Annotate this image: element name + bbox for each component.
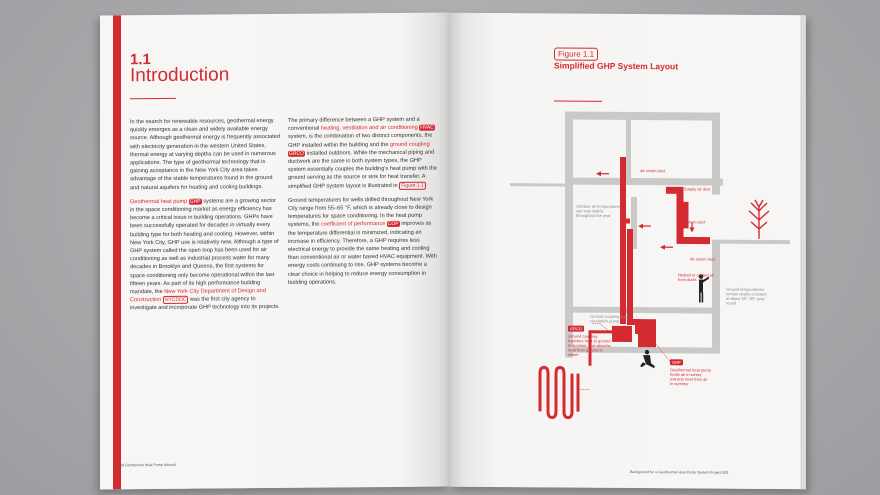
figure-title: Simplified GHP System Layout	[554, 60, 679, 72]
paragraph-text: The primary difference between a GHP system and a conventional	[288, 116, 420, 133]
term-link[interactable]: New York City Department of Design and Construction	[130, 288, 266, 304]
person-icon	[699, 274, 709, 302]
label-grco-description: Ground coupling transfers heat to ground in summer, and absorbs heat from ground in winter	[568, 333, 611, 358]
label-heated-cooled-air: Heated or cooled air from ducts	[678, 272, 715, 283]
building-lower-floor	[573, 307, 715, 314]
arrow-icon	[660, 245, 665, 250]
red-margin-bar	[113, 15, 121, 489]
paragraph: In the search for renewable resources, geothermal energy quickly emerges as a clean and widely available energy source. Although geothermal energy is frequently associated with electricity generation in the western United States, thermal energy at varying depths can be used in numerous applications. The type of geothermal technology that is gaining acceptance in the New York City area takes advantage of the stable temperatures found in the ground and natural aquifers for heating and cooling buildings.	[130, 118, 280, 191]
paragraph	[130, 197, 280, 313]
term-link[interactable]: coefficient of performance	[320, 221, 386, 229]
diagram-labels	[568, 168, 767, 387]
text-column-1	[130, 117, 280, 319]
circulation-pump	[612, 326, 632, 342]
ghp-system-diagram	[450, 13, 806, 489]
right-page	[450, 13, 806, 489]
paragraph	[288, 116, 440, 191]
paragraph	[288, 195, 440, 287]
building-floor	[573, 178, 723, 186]
term-link[interactable]: Geothermal heat pump	[130, 198, 188, 206]
arrow-icon	[638, 224, 643, 229]
page-footer: Background for a Geothermal Heat Pump System Project 000	[630, 470, 729, 475]
label-ghp-tag: GHP	[672, 359, 681, 365]
acronym-tag: HVAC	[420, 124, 434, 131]
figure-reference[interactable]: Figure 1.1	[401, 182, 424, 189]
label-air-return-duct-3: Air return duct	[690, 256, 716, 262]
paragraph-text: Ground temperatures for wells drilled throughout New York City range from 55–65 °F, which is already close to design temperatures for space conditioning. In the heat pump systems, the	[288, 196, 434, 229]
page-edges	[800, 15, 806, 489]
acronym-tag: COP	[387, 221, 399, 228]
section-title: Introduction	[130, 64, 230, 87]
label-air-return-duct-2: Air return duct	[680, 219, 706, 225]
section-number: 1.1	[130, 51, 151, 69]
label-ghp-description: Geothermal heat pump heats air in winter, extracts heat from air in summer	[670, 367, 711, 387]
title-rule	[130, 98, 176, 99]
paragraph-text: was the first city agency to investigate and incorporate GHP technology into its projects.	[130, 296, 280, 312]
ground-line-right	[720, 240, 790, 244]
term-link[interactable]: heating, ventilation and air conditioning	[320, 124, 418, 132]
term-link[interactable]: ground coupling	[389, 141, 430, 148]
page-footer: 000 Geothermal Heat Pump Manual	[118, 462, 176, 468]
paragraph-text: systems are a growing sector in the space conditioning market as energy efficiency has become a critical issue in building operations. GHPs have been successfully operated for decades in virtually every building type for both heating and cooling. However, within New York City, GHP use is relatively new. Although a type of GHP system called the open loop has been used for air conditioning as well as industrial process water for many decades in Brooklyn and Queens, the first systems for space conditioning only become operational within the last fifteen years. As part of its high performance building mandate, the	[130, 197, 279, 296]
figure-tag: Figure 1.1	[554, 47, 598, 60]
tree-icon	[749, 200, 769, 239]
label-grco-tag: GRCO	[570, 326, 582, 332]
label-air-return-duct: Air return duct	[640, 168, 666, 174]
label-ground-temperatures: Ground temperatures remain nearly constant at about 55°–65° year round	[726, 286, 767, 306]
text-column-2	[288, 116, 440, 293]
ground-line-left	[510, 183, 573, 186]
arrow-icon	[596, 171, 601, 176]
label-circulation-pump: Ground coupling fluid circulation pump	[590, 313, 628, 324]
acronym-tag: GHP	[189, 198, 201, 205]
left-page	[100, 12, 450, 489]
building-left-wall	[565, 112, 573, 358]
open-book	[100, 14, 808, 488]
paragraph-text: improves as the temperature differential is minimized, indicating an increase in efficiency. Therefore, a GHP requires less electrical energy to provide the same heating and cooling than conventional air or water based HVAC equipment. With energy costs continuing to rise, GHP systems become a clear choice in helping to reduce energy consumption in building operations.	[288, 221, 437, 286]
acronym-tag: GRCO	[289, 150, 304, 157]
building-roof	[565, 112, 720, 121]
acronym-tag: NYCDDC	[164, 297, 187, 304]
label-supply-air-duct: Supply air duct	[684, 186, 711, 192]
paragraph-text: installed outdoors. While the mechanical piping and ductwork are the same in both system types, the GHP system essentially couples the building's heat pump with the ground serving as the source or sink for heat transfer. A simplified GHP system layout is illustrated in	[288, 149, 438, 190]
interior-wall	[626, 120, 631, 178]
paragraph-text: system, is the combination of two distinct components, the GHP installed within the building and the	[288, 133, 433, 149]
geothermal-heat-pump	[638, 319, 656, 347]
label-outdoor-temperature: Outdoor air temperatures can vary widely throughout the year	[576, 203, 621, 219]
